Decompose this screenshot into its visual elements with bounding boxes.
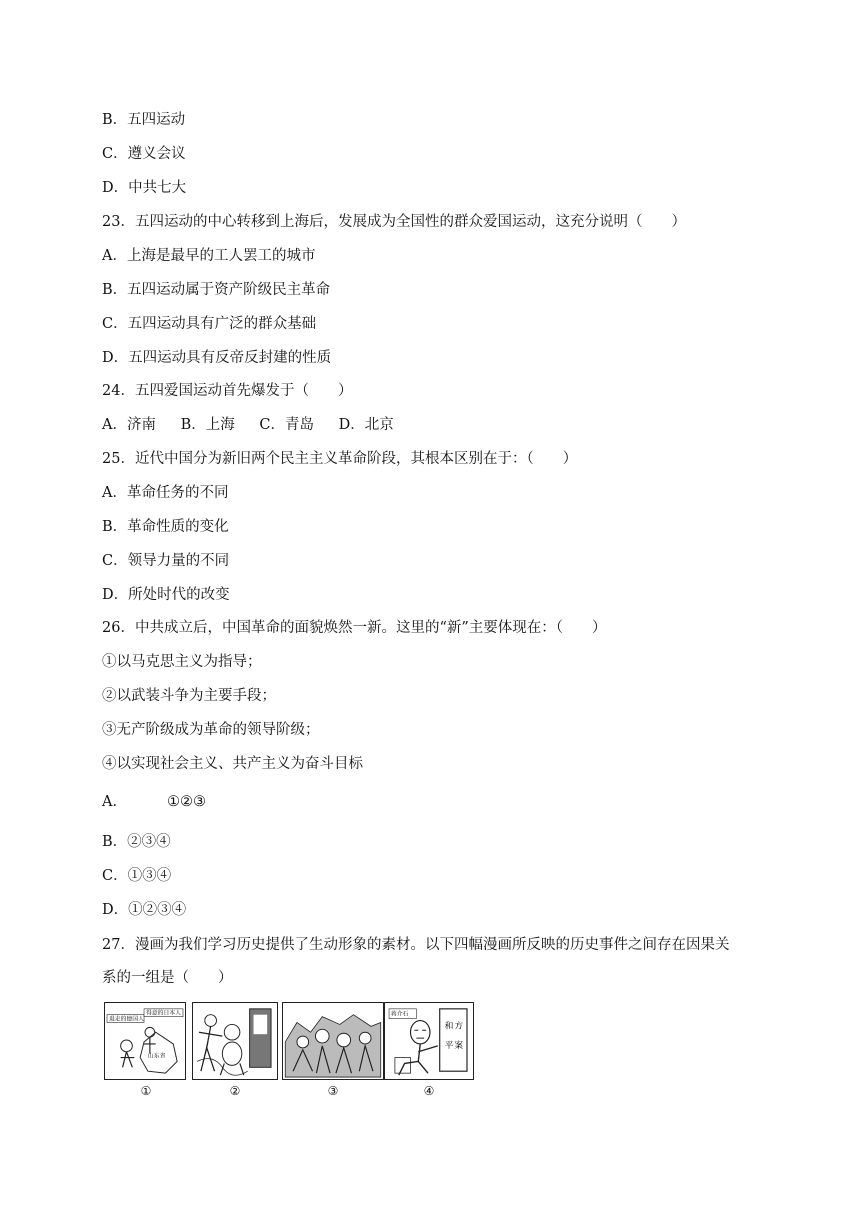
comic-4-sign-char-4: 案 (454, 1040, 464, 1051)
comic-3-drawing (283, 1003, 383, 1079)
comic-panel-4 (384, 1002, 474, 1080)
q26-stem: 26．中共成立后，中国革命的面貌焕然一新。这里的“新”主要体现在：（ ） (102, 620, 607, 636)
comic-4-sign-char-3: 平 (444, 1040, 454, 1051)
q23-option-d: D．五四运动具有反帝反封建的性质 (102, 350, 332, 366)
comic-panel-2 (192, 1002, 278, 1080)
q22-option-d: D．中共七大 (102, 180, 187, 196)
comic-4-sign-char-2: 方 (454, 1021, 464, 1032)
q26-option-a-letter: A． (102, 794, 127, 810)
q26-statement-4: ④以实现社会主义、共产主义为奋斗目标 (102, 756, 363, 772)
comic-4-sign-char-1: 和 (444, 1021, 454, 1032)
q25-stem: 25．近代中国分为新旧两个民主主义革命阶段，其根本区别在于：（ ） (102, 451, 578, 467)
q24-stem: 24．五四爱国运动首先爆发于（ ） (102, 383, 353, 399)
q25-option-a: A．革命任务的不同 (102, 485, 229, 501)
q24-option-b: B．上海 (180, 417, 235, 433)
q26-statement-3: ③无产阶级成为革命的领导阶级； (102, 722, 320, 738)
comic-4-caption-chiang: 蒋介石 (391, 1011, 409, 1018)
q24-option-d: D．北京 (338, 417, 394, 433)
comic-panel-1 (104, 1002, 186, 1080)
comic-number-4: ④ (423, 1084, 435, 1098)
comic-1-drawing (105, 1003, 185, 1079)
q26-option-a-value: ①②③ (166, 794, 206, 810)
q24-option-c: C．青岛 (259, 417, 314, 433)
q23-option-a: A．上海是最早的工人罢工的城市 (102, 248, 316, 264)
q27-stem-line2: 系的一组是（ ） (102, 970, 233, 986)
q27-stem-line1: 27．漫画为我们学习历史提供了生动形象的素材。以下四幅漫画所反映的历史事件之间存在因果关 (102, 937, 730, 953)
q25-option-b: B．革命性质的变化 (102, 519, 229, 535)
q27-comics-strip (104, 1002, 476, 1102)
q25-option-d: D．所处时代的改变 (102, 587, 230, 603)
q23-option-c: C．五四运动具有广泛的群众基础 (102, 316, 317, 332)
comic-1-caption-japanese: 得意的日本人 (145, 1010, 181, 1017)
comic-1-caption-shandong: 山东省 (147, 1053, 166, 1060)
q26-option-b: B．②③④ (102, 834, 171, 850)
q22-option-c: C．遵义会议 (102, 146, 186, 162)
q25-option-c: C．领导力量的不同 (102, 553, 230, 569)
q26-option-a (102, 792, 206, 812)
q26-statement-2: ②以武装斗争为主要手段； (102, 688, 276, 704)
q26-statement-1: ①以马克思主义为指导； (102, 654, 262, 670)
comic-number-1: ① (140, 1084, 152, 1098)
q23-stem: 23．五四运动的中心转移到上海后，发展成为全国性的群众爱国运动，这充分说明（ ） (102, 214, 686, 230)
comic-number-3: ③ (327, 1084, 339, 1098)
q26-option-d: D．①②③④ (102, 902, 187, 918)
comic-panel-3 (282, 1002, 384, 1080)
q24-option-a: A．济南 (102, 417, 156, 433)
comic-1-caption-german: 退走的德国人 (108, 1016, 144, 1023)
q23-option-b: B．五四运动属于资产阶级民主革命 (102, 282, 331, 298)
comic-4-drawing (385, 1003, 473, 1079)
q22-option-b: B．五四运动 (102, 112, 186, 128)
comic-2-drawing (193, 1003, 277, 1079)
q26-option-c: C．①③④ (102, 868, 172, 884)
comic-number-2: ② (229, 1084, 241, 1098)
q24-options (102, 415, 394, 435)
